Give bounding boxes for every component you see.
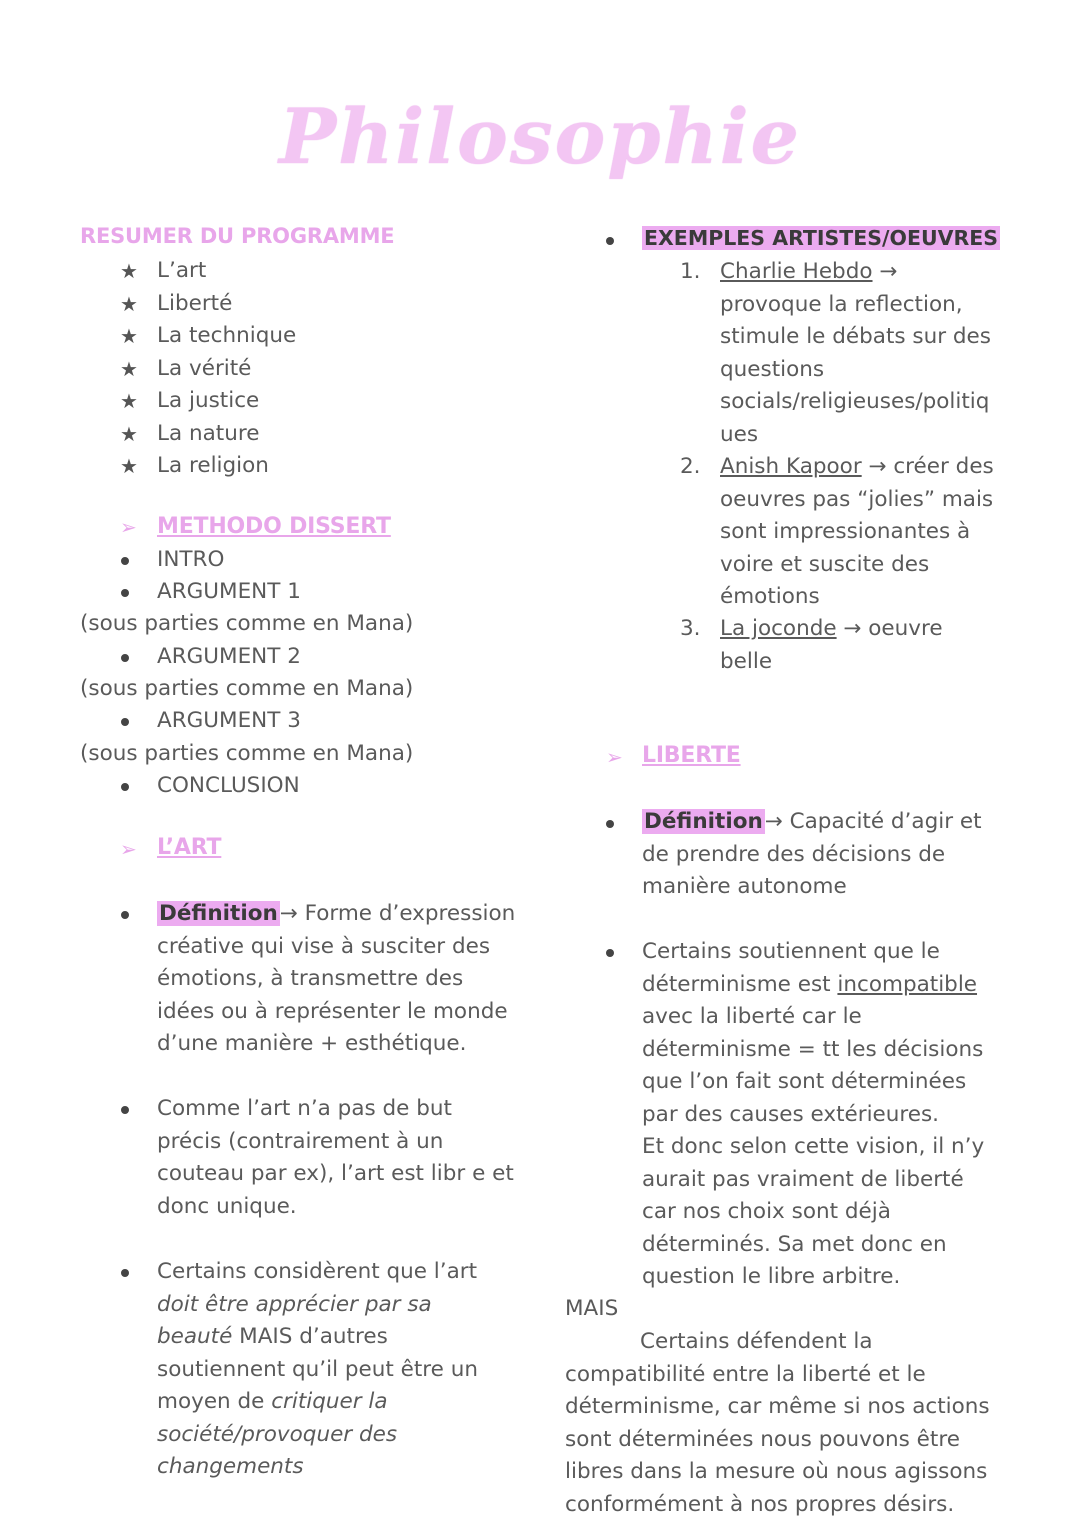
arrow-bullet-icon: ➢ (606, 745, 623, 769)
note-text: (sous parties comme en Mana) (80, 741, 414, 766)
star-bullet-icon: ★ (120, 259, 138, 283)
bullet-icon (606, 949, 614, 957)
list-number: 1. (680, 259, 701, 284)
art-paragraph: Comme l’art n’a pas de but précis (contrairement à un couteau par ex), l’art est libr e et donc unique. (157, 1096, 514, 1219)
list-number: 2. (680, 454, 701, 479)
resumer-heading: RESUMER DU PROGRAMME (80, 224, 395, 248)
list-item: La joconde → oeuvre belle (720, 616, 943, 674)
bullet-icon (121, 1106, 129, 1114)
definition-highlight: Définition (159, 901, 278, 926)
list-item: CONCLUSION (157, 773, 300, 798)
star-bullet-icon: ★ (120, 324, 138, 348)
list-item: La technique (157, 323, 297, 348)
note-text: (sous parties comme en Mana) (80, 676, 414, 701)
art-heading: L’ART (157, 835, 222, 860)
list-item: INTRO (157, 547, 225, 572)
liberte-paragraph: Certains défendent la compatibilité entre la liberté et le déterminisme, car même si nos actions sont déterminées nous pouvons être libres dans la mesure où nous agissons conformément à nos propres désirs. (565, 1329, 990, 1517)
liberte-definition: Définition→ Capacité d’agir et de prendre des décisions de manière autonome (642, 809, 982, 899)
list-item: La nature (157, 421, 260, 446)
star-bullet-icon: ★ (120, 422, 138, 446)
bullet-icon (606, 237, 614, 245)
bullet-icon (606, 820, 614, 828)
bullet-icon (121, 654, 129, 662)
list-item: Liberté (157, 291, 233, 316)
list-item: L’art (157, 258, 207, 283)
art-paragraph: Certains considèrent que l’art doit être apprécier par sa beauté MAIS d’autres soutiennent qu’il peut être un moyen de critiquer la société/provoquer des changements (157, 1259, 478, 1479)
list-number: 3. (680, 616, 701, 641)
list-item: La vérité (157, 356, 252, 381)
liberte-paragraph: Certains soutiennent que le déterminisme est incompatible avec la liberté car le déterminisme = tt les décisions que l’on fait sont déterminées par des causes extérieures. Et donc selon cette vision, il n’y aurait pas vraiment de liberté car nos choix sont déjà déterminés. Sa met donc en question le libre arbitre. (642, 939, 985, 1289)
liberte-heading: LIBERTE (642, 743, 741, 768)
bullet-icon (121, 718, 129, 726)
methodo-heading: METHODO DISSERT (157, 514, 391, 539)
exemples-heading: EXEMPLES ARTISTES/OEUVRES (644, 226, 999, 250)
star-bullet-icon: ★ (120, 292, 138, 316)
list-item: Charlie Hebdo → provoque la reflection, stimule le débats sur des questions socials/religieuses/politiq ues (720, 259, 991, 447)
art-definition: Définition→ Forme d’expression créative qui vise à susciter des émotions, à transmettre des idées ou à représenter le monde d’une manière + esthétique. (157, 901, 516, 1056)
bullet-icon (121, 911, 129, 919)
bullet-icon (121, 783, 129, 791)
list-item: ARGUMENT 1 (157, 579, 301, 604)
star-bullet-icon: ★ (120, 357, 138, 381)
list-item: ARGUMENT 3 (157, 708, 301, 733)
list-item: Anish Kapoor → créer des oeuvres pas “jolies” mais sont impressionantes à voire et suscite des émotions (720, 454, 994, 609)
bullet-icon (121, 589, 129, 597)
note-text: (sous parties comme en Mana) (80, 611, 414, 636)
mais-label: MAIS (565, 1296, 619, 1321)
bullet-icon (121, 557, 129, 565)
list-item: La religion (157, 453, 269, 478)
star-bullet-icon: ★ (120, 454, 138, 478)
definition-highlight: Définition (644, 809, 763, 834)
bullet-icon (121, 1269, 129, 1277)
page-title: Philosophie (279, 92, 801, 181)
list-item: ARGUMENT 2 (157, 644, 301, 669)
arrow-bullet-icon: ➢ (120, 837, 137, 861)
star-bullet-icon: ★ (120, 389, 138, 413)
list-item: La justice (157, 388, 260, 413)
arrow-bullet-icon: ➢ (120, 515, 137, 539)
